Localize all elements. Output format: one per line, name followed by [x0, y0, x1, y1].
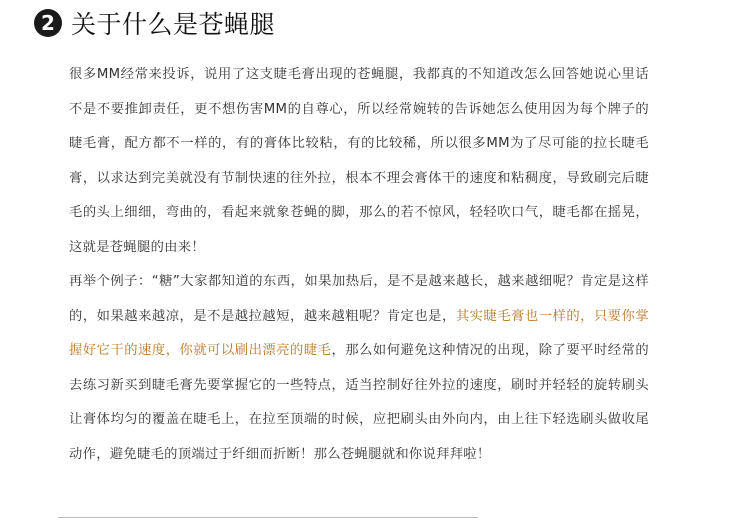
bottom-divider [58, 517, 478, 518]
paragraph-1: 很多MM经常来投诉，说用了这支睫毛膏出现的苍蝇腿，我都真的不知道改怎么回答她说心里话不是不要推卸责任，更不想伤害MM的自尊心，所以经常婉转的告诉她怎么使用因为每个牌子的睫毛膏，配方都不一样的，有的膏体比较粘，有的比较稀，所以很多MM为了尽可能的拉长睫毛膏，以求达到完美就没有节制快速的往外拉，根本不理会膏体干的速度和粘稠度，导致刷完后睫毛的头上细细，弯曲的，看起来就象苍蝇的脚，那么的若不惊风，轻轻吹口气，睫毛都在摇晃，这就是苍蝇腿的由来！ [69, 67, 649, 255]
paragraph-2 [69, 265, 649, 472]
paragraph-2-highlight: 其实睫毛膏也一样的，只要你掌握好它干的速度，你就可以刷出漂亮的睫毛 [69, 308, 649, 358]
section-heading [34, 6, 275, 40]
article-body [69, 58, 649, 472]
section-title: 关于什么是苍蝇腿 [71, 10, 276, 39]
paragraph-2-text-after: ，那么如何避免这种情况的出现，除了要平时经常的去练习新买到睫毛膏先要掌握它的一些特点，适当控制好往外拉的速度，刷时并轻轻的旋转刷头让膏体均匀的覆盖在睫毛上，在拉至顶端的时候，应把刷头由外向内，由上往下轻选刷头做收尾动作，避免睫毛的顶端过于纤细而折断！那么苍蝇腿就和你说拜拜啦！ [69, 343, 649, 462]
section-number-badge: 2 [34, 9, 62, 37]
paragraph-2-text-before: 再举个例子：“糖”大家都知道的东西，如果加热后，是不是越来越长，越来越细呢？肯定是这样的，如果越来越凉，是不是越拉越短，越来越粗呢？肯定也是， [69, 274, 649, 324]
